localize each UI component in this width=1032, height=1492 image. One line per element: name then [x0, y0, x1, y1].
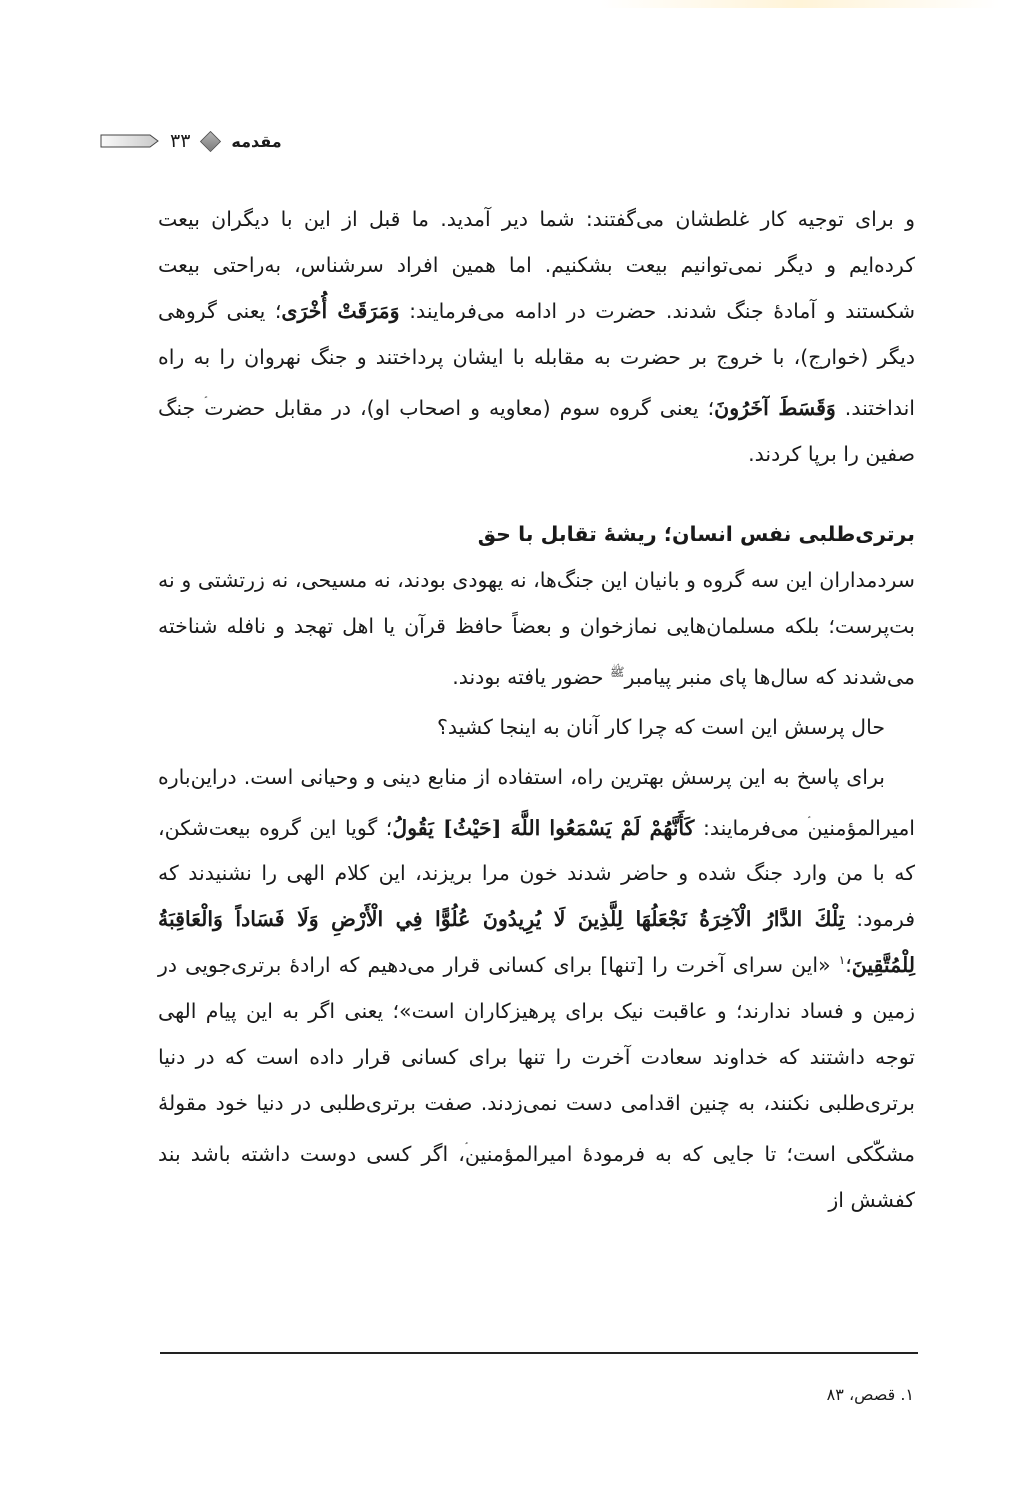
honorific-symbol: ﷺ	[610, 664, 625, 679]
running-head	[100, 126, 282, 156]
footnote-divider	[160, 1352, 918, 1354]
quran-verse: تِلْكَ الدَّارُ الْآخِرَةُ نَجْعَلُهَا لِلَّذِينَ لَا يُرِيدُونَ عُلُوًّا فِي الْأَرْضِ وَلَا فَسَاداً وَالْعَاقِبَةُ لِلْمُتَّقِينَ	[158, 907, 915, 978]
arrow-tab-ornament-icon	[100, 134, 160, 148]
arabic-quote: وَمَرَقَتْ أُخْرَى	[281, 299, 400, 323]
text: و برای توجیه کار غلطشان می‌گفتند: شما دیر آمدید. ما قبل از این با دیگران بیعت کرده‌ایم و دیگر نمی‌توانیم بیعت بشکنیم. اما همین افراد سرشناس، به‌راحتی بیعت شکستند و آمادۀ جنگ شدند. حضرت در ادامه می‌فرمایند:	[158, 207, 915, 323]
text: جنگ صفین را برپا کردند.	[158, 395, 915, 466]
section-heading: برتری‌طلبی نفس انسان؛ ریشۀ تقابل با حق	[477, 521, 915, 546]
text: ؛ گویا این گروه بیعت‌شکن، که با من وارد جنگ شده و حاضر شدند خون مرا بریزند، این کلام الهی را نشنیدند که فرمود:	[158, 815, 916, 932]
paragraph-4	[158, 754, 915, 1224]
text: ؛ یعنی گروهی دیگر (خوارج)، با خروج بر حضرت به مقابله با ایشان پرداختند و جنگ نهروان را به راه انداختند.	[158, 299, 915, 420]
paragraph-1	[158, 196, 915, 477]
footnote-reference[interactable]: ۱	[838, 953, 846, 968]
text: سردمداران این سه گروه و بانیان این جنگ‌ها، نه یهودی بودند، نه مسیحی، نه زرتشتی و نه بت‌پرست؛ بلکه مسلمان‌هایی نمازخوان و بعضاً حافظ قرآن یا اهل تهجد و نافله شناخته می‌شدند که سال‌ها پای منبر پیامبر	[158, 567, 915, 689]
text: «این سرای آخرت را [تنها] برای کسانی قرار می‌دهیم که ارادۀ برتری‌جویی در زمین و فساد ندارند؛ و عاقبت نیک برای پرهیزکاران است»؛ یعنی اگر به این پیام الهی توجه داشتند که خداوند سعادت آخرت را تنها برای کسانی قرار داده است که در دنیا برتری‌طلبی نکنند، به چنین اقدامی دست نمی‌زدند. صفت برتری‌طلبی در دنیا خود مقولۀ مشکّکی است؛ تا جایی که به فرمودۀ امیرالمؤمنین	[158, 953, 916, 1167]
text: حضور یافته بودند.	[452, 664, 611, 689]
page-number: ۳۳	[170, 130, 191, 152]
arabic-quote: وَقَسَطَ آخَرُونَ	[714, 395, 836, 420]
text: ، اگر کسی دوست داشته باشد بند کفشش از	[158, 1142, 915, 1213]
diamond-ornament-icon	[200, 130, 221, 151]
paragraph-3: حال پرسش این است که چرا کار آنان به اینجا کشید؟	[437, 714, 885, 739]
arabic-quote: كَأَنَّهُمْ لَمْ يَسْمَعُوا اللَّهَ [حَيْثُ] يَقُولُ	[392, 815, 695, 840]
chapter-title: مقدمه	[231, 131, 282, 151]
text: می‌فرمایند:	[694, 815, 808, 840]
page-body	[158, 196, 915, 1223]
text: ؛	[845, 953, 852, 978]
paragraph-2	[158, 557, 915, 700]
text: ؛ یعنی گروه سوم (معاویه و اصحاب او)، در مقابل حضرت	[204, 395, 715, 420]
footnote-1: ۱. قصص، ۸۳	[826, 1385, 914, 1404]
scan-edge-tint	[600, 0, 1000, 8]
text: برای پاسخ به این پرسش بهترین راه، استفاده از منابع دینی و وحیانی است. دراین‌باره امیرالمؤمنین	[158, 764, 915, 840]
